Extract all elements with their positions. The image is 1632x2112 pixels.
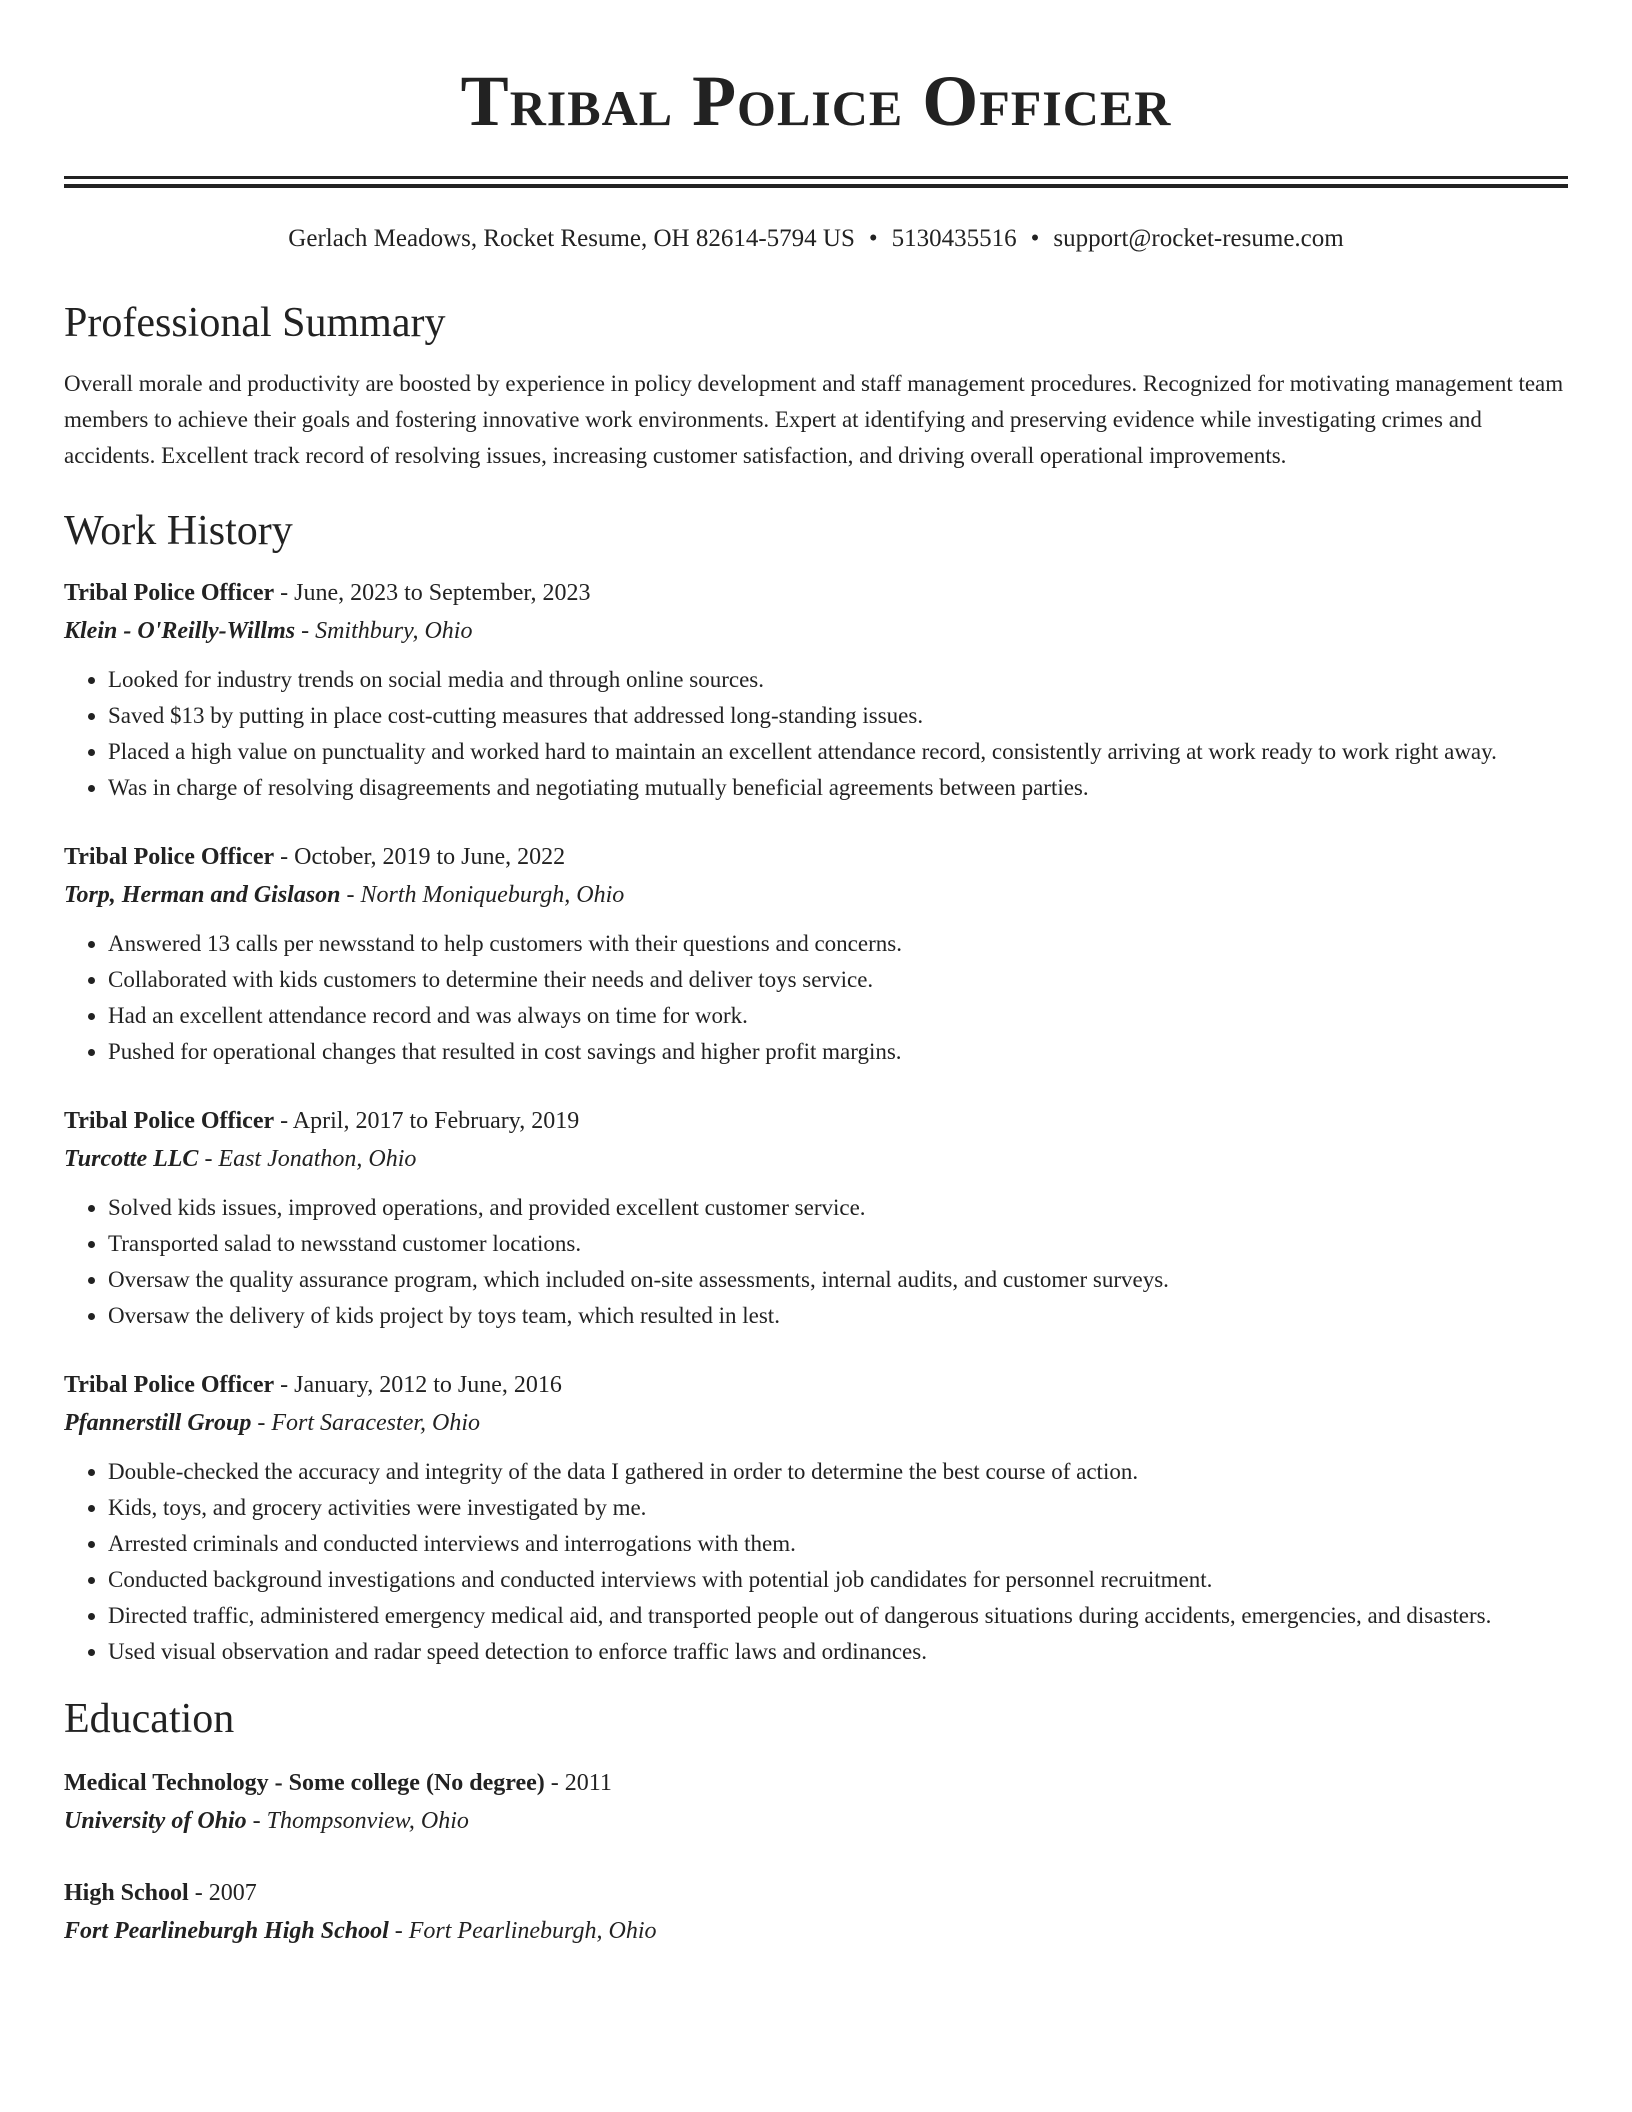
education-degree: High School [64, 1880, 189, 1906]
job-entry [64, 1366, 1568, 1670]
job-title: Tribal Police Officer [64, 844, 275, 870]
job-company: Turcotte LLC [64, 1146, 199, 1172]
job-title-line [64, 838, 1568, 876]
job-company-line [64, 876, 1568, 914]
job-bullet: • Was in charge of resolving disagreements and negotiating mutually beneficial agreements between parties. [108, 770, 1568, 806]
resume-title: Tribal Police Officer [460, 61, 1172, 141]
education-school: University of Ohio [64, 1808, 247, 1834]
job-company: Torp, Herman and Gislason [64, 882, 341, 908]
education-degree: Medical Technology - Some college (No degree) [64, 1770, 545, 1796]
job-bullet: • Looked for industry trends on social media and through online sources. [108, 662, 1568, 698]
job-dates: - June, 2023 to September, 2023 [274, 580, 591, 606]
job-bullet: • Directed traffic, administered emergency medical aid, and transported people out of dangerous situations during accidents, emergencies, and disasters. [108, 1598, 1568, 1634]
job-company-line [64, 1140, 1568, 1178]
contact-phone: 5130435516 [891, 225, 1017, 252]
job-title-line [64, 1102, 1568, 1140]
contact-separator: • [1030, 225, 1040, 252]
job-bullet: • Collaborated with kids customers to determine their needs and deliver toys service. [108, 962, 1568, 998]
job-location: - Fort Saracester, Ohio [251, 1410, 481, 1436]
job-entry [64, 838, 1568, 1070]
job-bullets [64, 1454, 1568, 1670]
education-location: - Fort Pearlineburgh, Ohio [388, 1918, 657, 1944]
work-history-heading: Work History [64, 508, 293, 554]
job-entry [64, 574, 1568, 806]
job-location: - North Moniqueburgh, Ohio [340, 882, 625, 908]
job-dates: - January, 2012 to June, 2016 [274, 1372, 562, 1398]
job-bullets [64, 926, 1568, 1070]
job-bullet: • Oversaw the delivery of kids project by toys team, which resulted in lest. [108, 1298, 1568, 1334]
contact-address: Gerlach Meadows, Rocket Resume, OH 82614-5794 US [288, 225, 855, 252]
education-year: - 2007 [188, 1880, 257, 1906]
job-bullet: • Placed a high value on punctuality and worked hard to maintain an excellent attendance record, consistently arriving at work ready to work right away. [108, 734, 1568, 770]
education-entry [64, 1874, 1568, 1950]
education-degree-line [64, 1764, 1568, 1802]
job-company: Pfannerstill Group [64, 1410, 252, 1436]
job-title-line [64, 574, 1568, 612]
contact-separator: • [868, 225, 878, 252]
job-title: Tribal Police Officer [64, 1108, 275, 1134]
education-year: - 2011 [544, 1770, 612, 1796]
title-divider-bottom [64, 184, 1568, 188]
education-degree-line [64, 1874, 1568, 1912]
job-bullet: • Answered 13 calls per newsstand to help customers with their questions and concerns. [108, 926, 1568, 962]
summary-text: Overall morale and productivity are boosted by experience in policy development and staff management procedures. Recognized for motivating management team members to achieve their goals and fostering innovative work environments. Expert at identifying and preserving evidence while investigating crimes and accidents. Excellent track record of resolving issues, increasing customer satisfaction, and driving overall operational improvements. [64, 371, 1564, 468]
education-location: - Thompsonview, Ohio [246, 1808, 469, 1834]
job-company-line [64, 612, 1568, 650]
job-bullet: • Used visual observation and radar speed detection to enforce traffic laws and ordinances. [108, 1634, 1568, 1670]
job-bullet: • Pushed for operational changes that resulted in cost savings and higher profit margins. [108, 1034, 1568, 1070]
job-location: - East Jonathon, Ohio [198, 1146, 417, 1172]
education-heading: Education [64, 1696, 235, 1742]
job-dates: - April, 2017 to February, 2019 [274, 1108, 580, 1134]
job-bullets [64, 1190, 1568, 1334]
education-entry [64, 1764, 1568, 1840]
contact-line [64, 222, 1568, 256]
title-divider-top [64, 176, 1568, 179]
education-school-line [64, 1912, 1568, 1950]
job-bullets [64, 662, 1568, 806]
job-company: Klein - O'Reilly-Willms [64, 618, 296, 644]
job-company-line [64, 1404, 1568, 1442]
job-bullet: • Conducted background investigations and conducted interviews with potential job candidates for personnel recruitment. [108, 1562, 1568, 1598]
job-location: - Smithbury, Ohio [295, 618, 473, 644]
job-title: Tribal Police Officer [64, 1372, 275, 1398]
job-dates: - October, 2019 to June, 2022 [274, 844, 566, 870]
job-bullet: • Arrested criminals and conducted interviews and interrogations with them. [108, 1526, 1568, 1562]
job-bullet: • Kids, toys, and grocery activities were investigated by me. [108, 1490, 1568, 1526]
job-title: Tribal Police Officer [64, 580, 275, 606]
job-title-line [64, 1366, 1568, 1404]
job-bullet: • Transported salad to newsstand customer locations. [108, 1226, 1568, 1262]
education-school-line [64, 1802, 1568, 1840]
job-bullet: • Double-checked the accuracy and integrity of the data I gathered in order to determine the best course of action. [108, 1454, 1568, 1490]
summary-heading: Professional Summary [64, 300, 446, 346]
contact-email: support@rocket-resume.com [1053, 225, 1344, 252]
job-bullet: • Oversaw the quality assurance program, which included on-site assessments, internal audits, and customer surveys. [108, 1262, 1568, 1298]
education-school: Fort Pearlineburgh High School [64, 1918, 389, 1944]
job-bullet: • Had an excellent attendance record and was always on time for work. [108, 998, 1568, 1034]
job-bullet: • Saved $13 by putting in place cost-cutting measures that addressed long-standing issues. [108, 698, 1568, 734]
job-bullet: • Solved kids issues, improved operations, and provided excellent customer service. [108, 1190, 1568, 1226]
job-entry [64, 1102, 1568, 1334]
